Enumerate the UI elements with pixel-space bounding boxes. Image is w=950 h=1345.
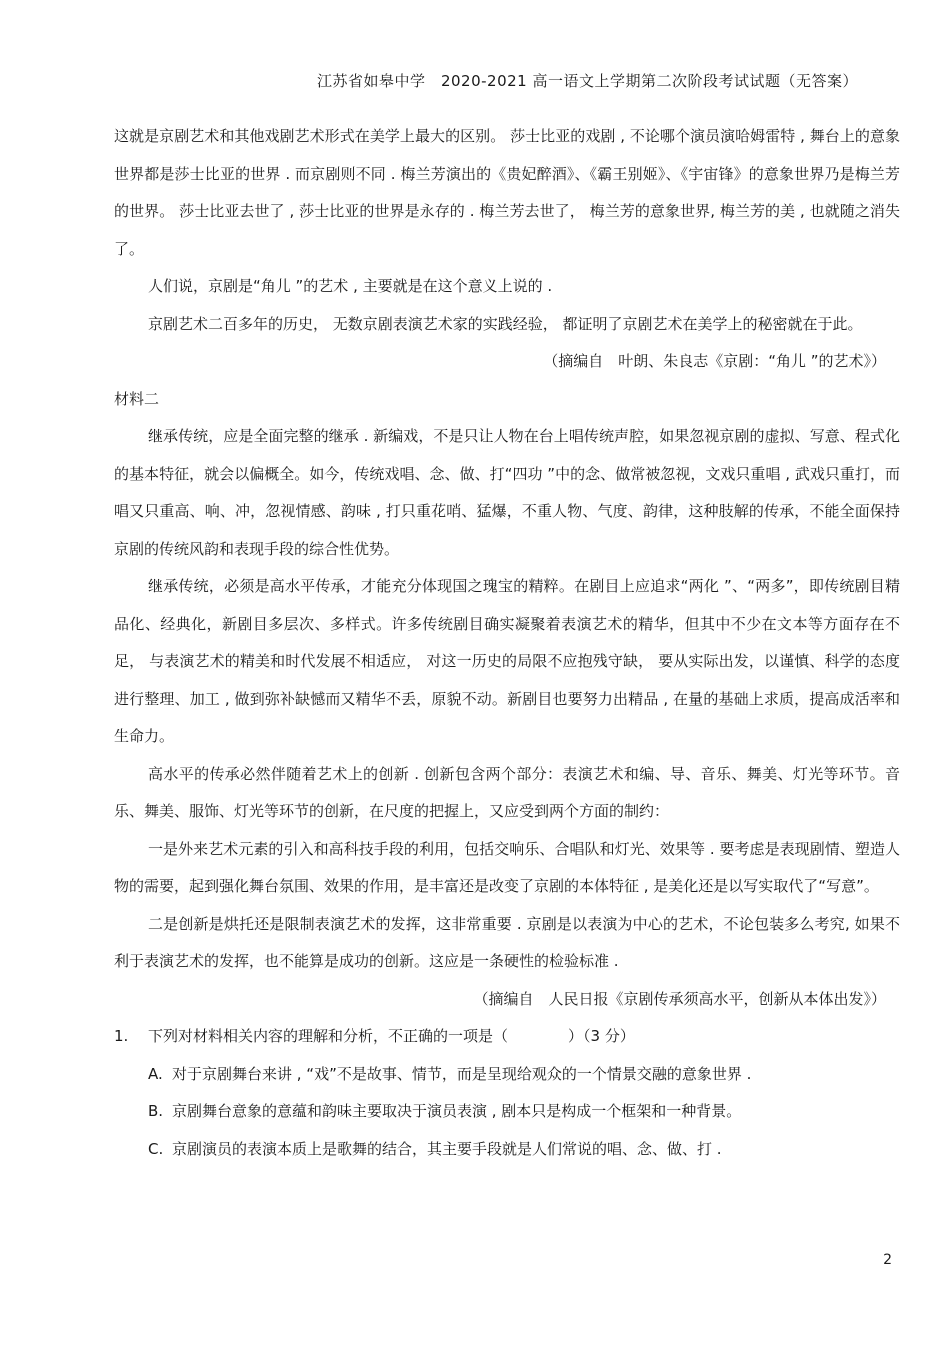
option-b [114,1093,900,1131]
option-c [114,1131,900,1169]
document-header: 江苏省如皋中学 2020-2021 高一语文上学期第二次阶段考试试题（无答案） [316,72,858,90]
paragraph: 继承传统，必须是高水平传承，才能充分体现国之瑰宝的精粹。在剧目上应追求“两化 ”、“两多”，即传统剧目精品化、经典化，新剧目多层次、多样式。许多传统剧目确实凝聚着表演艺术的精华，但其中不少在文本等方面存在不足， 与表演艺术的精美和时代发展不相适应， 对这一历史的局限不应抱残守缺， 要从实际出发，以谨慎、科学的态度进行整理、加工 , 做到弥补缺憾而又精华不丢，原貌不动。新剧目也要努力出精品 , 在量的基础上求质，提高成活率和生命力。 [114,577,900,745]
option-letter: B. [148,1102,164,1120]
question-text: 下列对材料相关内容的理解和分析，不正确的一项是（ ）（3 分） [148,1027,635,1045]
material-label: 材料二 [114,389,160,408]
paragraph: 继承传统，应是全面完整的继承 . 新编戏，不是只让人物在台上唱传统声腔，如果忽视京剧的虚拟、写意、程式化的基本特征，就会以偏概全。如今，传统戏唱、念、做、打“四功 ”中的念、做常被忽视，文戏只重唱 , 武戏只重打，而唱又只重高、响、冲，忽视情感、韵味 , 打只重花哨、猛爆，不重人物、气度、韵律，这种肢解的传承，不能全面保持京剧的传统风韵和表现手段的综合性优势。 [114,427,900,558]
option-text: 对于京剧舞台来讲 , “戏”不是故事、情节，而是呈现给观众的一个情景交融的意象世界 . [172,1064,752,1083]
paragraph: 高水平的传承必然伴随着艺术上的创新 . 创新包含两个部分：表演艺术和编、导、音乐、舞美、灯光等环节。音乐、舞美、服饰、灯光等环节的创新，在尺度的把握上，又应受到两个方面的制约： [114,764,900,820]
paragraph: 一是外来艺术元素的引入和高科技手段的利用，包括交响乐、合唱队和灯光、效果等 . 要考虑是表现剧情、塑造人物的需要，起到强化舞台氛围、效果的作用，是丰富还是改变了京剧的本体特征 , 是美化还是以写实取代了“写意”。 [114,839,900,895]
option-letter: A. [148,1064,163,1083]
paragraph: 京剧艺术二百多年的历史， 无数京剧表演艺术家的实践经验， 都证明了京剧艺术在美学上的秘密就在于此。 [148,314,863,333]
option-letter: C. [148,1139,164,1158]
paragraph: 这就是京剧艺术和其他戏剧艺术形式在美学上最大的区别。 莎士比亚的戏剧 , 不论哪个演员演哈姆雷特 , 舞台上的意象世界都是莎士比亚的世界 . 而京剧则不同 . 梅兰芳演出的《贵妃醉酒》、《霸王别姬》、《宇宙锋》的意象世界乃是梅兰芳的世界。 莎士比亚去世了 , 莎士比亚的世界是永存的 . 梅兰芳去世了， 梅兰芳的意象世界, 梅兰芳的美 , 也就随之消失了。 [114,127,900,258]
paragraph: 二是创新是烘托还是限制表演艺术的发挥，这非常重要 . 京剧是以表演为中心的艺术，不论包装多么考究, 如果不利于表演艺术的发挥，也不能算是成功的创新。这应是一条硬性的检验标准 . [114,914,900,970]
question-number: 1. [114,1027,129,1045]
source-citation: （摘编自 叶朗、朱良志《京剧：“角儿 ”的艺术》） [543,352,886,370]
document-body [114,118,900,1168]
paragraph: 人们说，京剧是“角儿 ”的艺术 , 主要就是在这个意义上说的 . [148,277,553,295]
page-number: 2 [883,1252,892,1268]
source-citation: （摘编自 人民日报《京剧传承须高水平，创新从本体出发》） [473,989,886,1008]
option-a [114,1056,900,1094]
question-stem [114,1018,900,1056]
option-text: 京剧舞台意象的意蕴和韵味主要取决于演员表演 , 剧本只是构成一个框架和一种背景。 [172,1102,742,1120]
option-text: 京剧演员的表演本质上是歌舞的结合，其主要手段就是人们常说的唱、念、做、打 . [172,1139,722,1158]
